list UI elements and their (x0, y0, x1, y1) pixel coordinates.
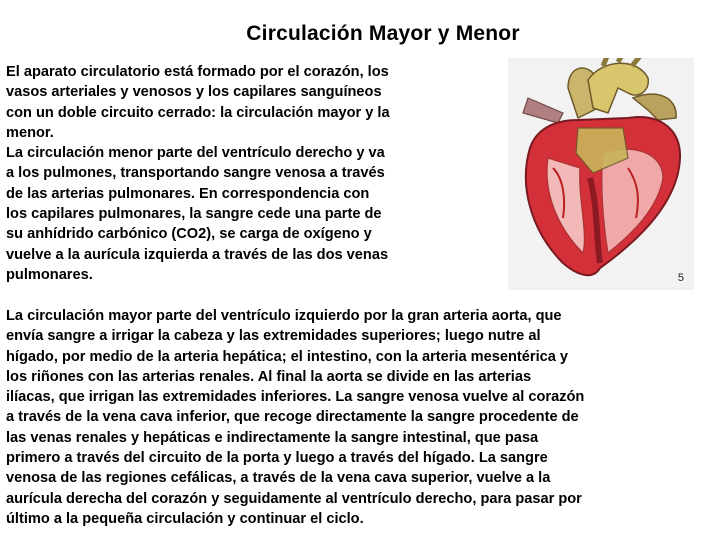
text-line: El aparato circulatorio está formado por el corazón, los (6, 64, 389, 80)
text-line: vuelve a la aurícula izquierda a través de las dos venas (6, 246, 389, 263)
text-line: a los pulmones, transportando sangre venosa a través (6, 165, 385, 182)
text-line: su anhídrido carbónico (CO2), se carga de oxígeno y (6, 226, 372, 243)
text-line: con un doble circuito cerrado: la circulación mayor y la (6, 104, 390, 121)
text-line: ilíacas, que irrigan las extremidades inferiores. La sangre venosa vuelve al corazón (6, 389, 585, 406)
text-line: los capilares pulmonares, la sangre cede una parte de (6, 206, 382, 223)
text-line: último a la pequeña circulación y continuar el ciclo. (6, 510, 364, 527)
text-line: aurícula derecha del corazón y seguidamente al ventrículo derecho, para pasar por (6, 490, 582, 507)
text-line: las venas renales y hepáticas e indirectamente la sangre intestinal, que pasa (6, 429, 539, 446)
text-line: hígado, por medio de la arteria hepática; el intestino, con la arteria mesentérica y (6, 348, 569, 365)
text-line: La circulación mayor parte del ventrículo izquierdo por la gran arteria aorta, que (6, 308, 562, 324)
text-line: menor. (6, 124, 54, 141)
paragraph-major-circulation (6, 306, 584, 529)
heart-anatomy-icon (508, 58, 694, 290)
text-line: venosa de las regiones cefálicas, a través de la vena cava superior, vuelve a la (6, 470, 551, 487)
text-line: de las arterias pulmonares. En correspondencia con (6, 185, 370, 202)
paragraph-intro-minor-circulation (6, 62, 390, 285)
text-line: La circulación menor parte del ventrículo derecho y va (6, 145, 385, 162)
text-line: vasos arteriales y venosos y los capilares sanguíneos (6, 84, 382, 101)
text-line: a través de la vena cava inferior, que recoge directamente la sangre procedente de (6, 409, 579, 426)
text-line: los riñones con las arterias renales. Al final la aorta se divide en las arterias (6, 368, 532, 385)
page-title: Circulación Mayor y Menor (246, 22, 520, 45)
text-line: envía sangre a irrigar la cabeza y las extremidades superiores; luego nutre al (6, 328, 541, 345)
text-line: pulmonares. (6, 266, 93, 283)
heart-illustration (508, 58, 694, 290)
text-line: primero a través del circuito de la porta y luego a través del hígado. La sangre (6, 450, 548, 467)
figure-number: 5 (677, 272, 684, 284)
